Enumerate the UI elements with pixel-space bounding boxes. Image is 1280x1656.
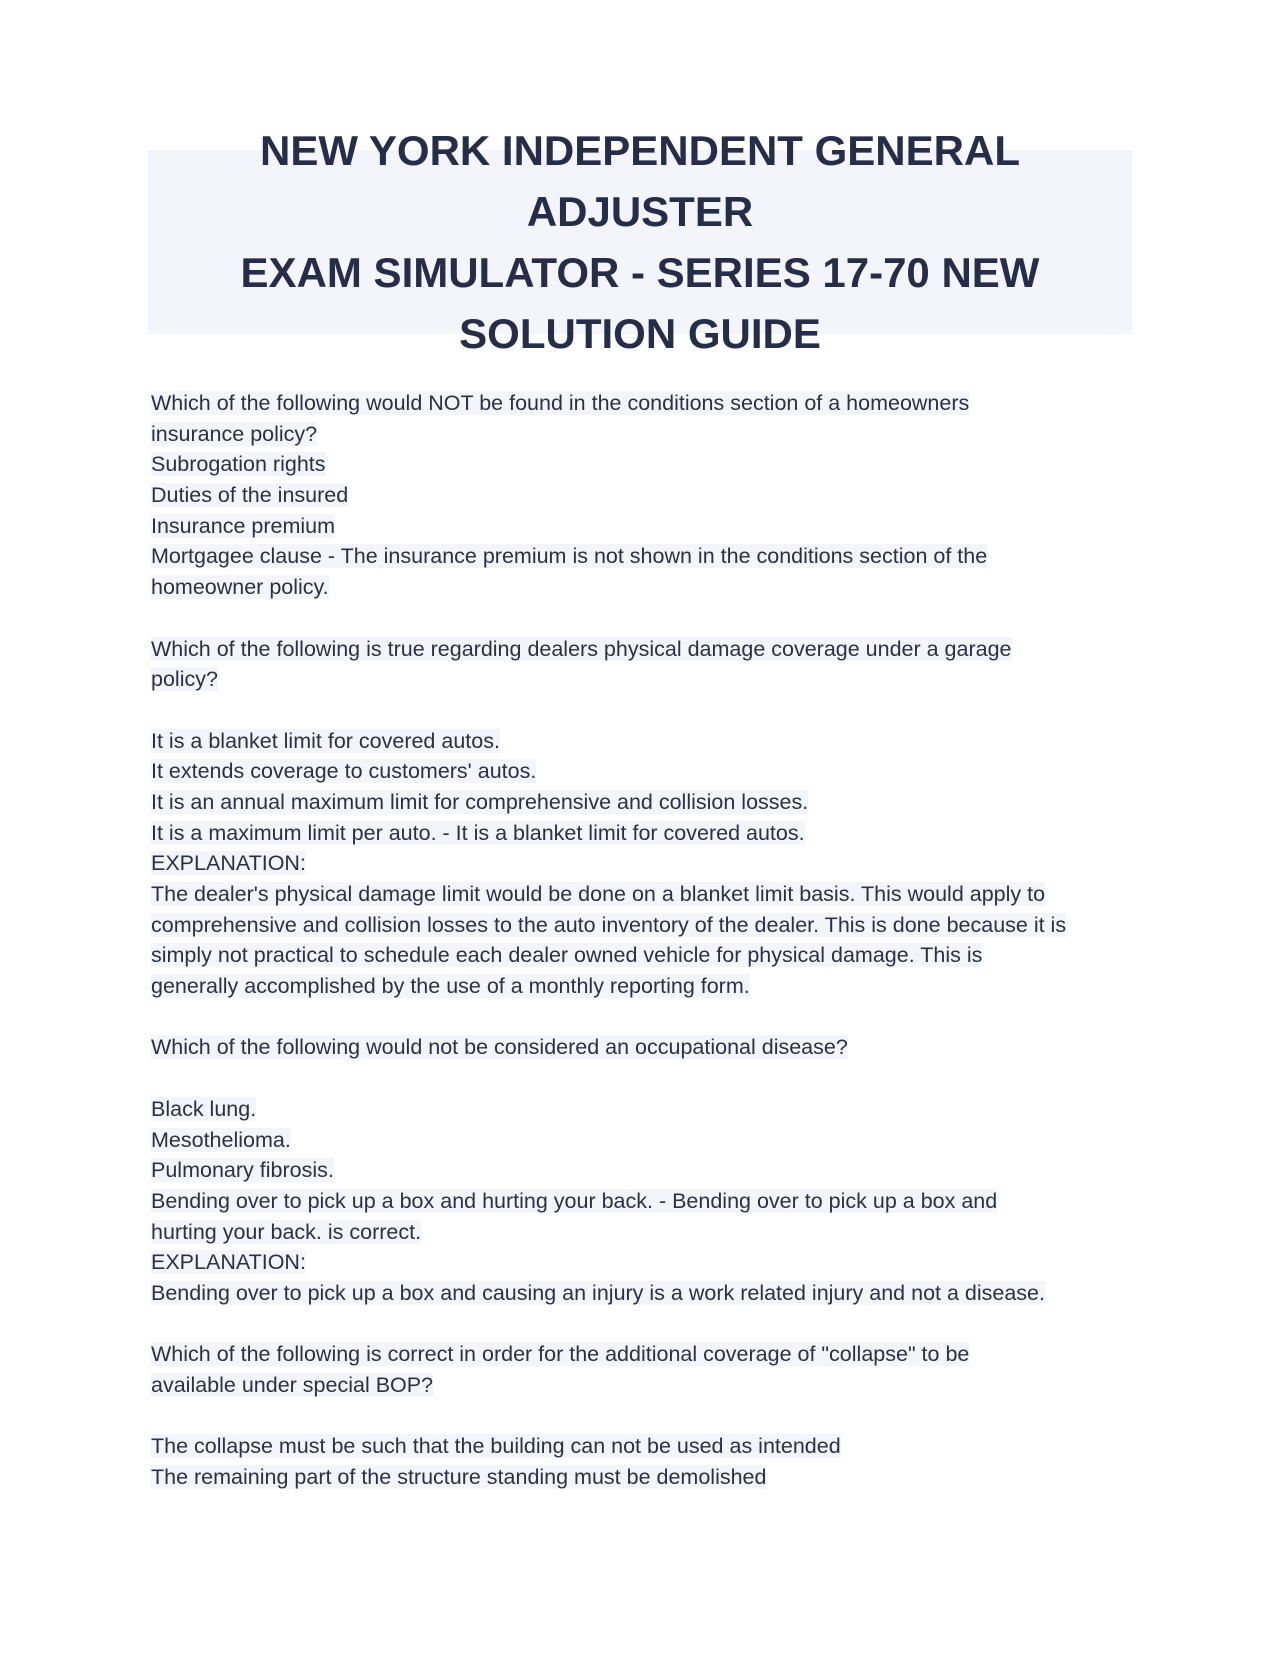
question-block-garage: [151, 634, 1141, 695]
title-line: EXAM SIMULATOR - SERIES 17-70 NEW: [240, 249, 1040, 296]
title-line: NEW YORK INDEPENDENT GENERAL ADJUSTER: [260, 127, 1020, 235]
answer-option: Mesothelioma.: [151, 1127, 291, 1152]
paragraph-gap: [151, 603, 1141, 634]
text-line: [151, 1462, 1141, 1493]
question-text: Which of the following is correct in order for the additional coverage of "collapse" to be: [151, 1342, 970, 1367]
text-line: [151, 1431, 1141, 1462]
answer-option: Insurance premium: [151, 513, 336, 538]
explanation-text: generally accomplished by the use of a monthly reporting form.: [151, 974, 750, 999]
answer-option: Bending over to pick up a box and hurting your back. - Bending over to pick up a box and: [151, 1188, 998, 1213]
question-text: available under special BOP?: [151, 1373, 434, 1397]
text-line: [151, 818, 1141, 849]
answer-block-garage: [151, 726, 1141, 1002]
text-line: [151, 572, 1141, 603]
answer-option: hurting your back. is correct.: [151, 1219, 422, 1244]
answer-option: Subrogation rights: [151, 452, 326, 477]
text-line: [151, 664, 1141, 695]
text-line: [151, 756, 1141, 787]
text-line: [151, 634, 1141, 665]
paragraph-gap: [151, 695, 1141, 726]
text-line: [151, 879, 1141, 910]
text-line: [151, 511, 1141, 542]
explanation-text: comprehensive and collision losses to the auto inventory of the dealer. This is done because it is: [151, 912, 1067, 937]
text-line: [151, 1155, 1141, 1186]
paragraph-gap: [151, 1063, 1141, 1094]
text-line: [151, 541, 1141, 572]
document-title: [148, 120, 1132, 364]
answer-block-occupational: [151, 1094, 1141, 1309]
question-text: Which of the following would not be considered an occupational disease?: [151, 1035, 848, 1060]
question-block-occupational: [151, 1032, 1141, 1063]
explanation-label: EXPLANATION:: [151, 851, 306, 876]
answer-option: The collapse must be such that the building can not be used as intended: [151, 1434, 841, 1459]
text-line: [151, 1125, 1141, 1156]
question-text: policy?: [151, 667, 218, 692]
explanation-text: Bending over to pick up a box and causing an injury is a work related injury and not a disease.: [151, 1280, 1045, 1305]
paragraph-gap: [151, 1002, 1141, 1033]
answer-option: Pulmonary fibrosis.: [151, 1158, 334, 1183]
question-block-homeowners: [151, 388, 1141, 603]
text-line: [151, 726, 1141, 757]
text-line: [151, 1217, 1141, 1248]
text-line: [151, 419, 1141, 450]
text-line: [151, 1186, 1141, 1217]
answer-option: Black lung.: [151, 1096, 257, 1121]
answer-option: homeowner policy.: [151, 575, 329, 600]
text-line: [151, 1278, 1141, 1309]
text-line: [151, 449, 1141, 480]
document-body: [151, 388, 1141, 1493]
question-block-collapse: [151, 1339, 1141, 1400]
answer-option: It is a blanket limit for covered autos.: [151, 728, 500, 753]
text-line: [151, 388, 1141, 419]
answer-option: It is an annual maximum limit for comprehensive and collision losses.: [151, 789, 809, 814]
text-line: [151, 1247, 1141, 1278]
text-line: [151, 1370, 1141, 1401]
text-line: [151, 848, 1141, 879]
text-line: [151, 940, 1141, 971]
text-line: [151, 787, 1141, 818]
text-line: [151, 971, 1141, 1002]
text-line: [151, 1094, 1141, 1125]
answer-block-collapse: [151, 1431, 1141, 1492]
title-line: SOLUTION GUIDE: [459, 310, 821, 357]
question-text: Which of the following would NOT be found in the conditions section of a homeowners: [151, 391, 970, 415]
paragraph-gap: [151, 1401, 1141, 1432]
explanation-text: simply not practical to schedule each dealer owned vehicle for physical damage. This is: [151, 943, 983, 968]
question-text: insurance policy?: [151, 421, 318, 446]
explanation-label: EXPLANATION:: [151, 1250, 306, 1275]
text-line: [151, 910, 1141, 941]
answer-option: Duties of the insured: [151, 483, 349, 508]
question-text: Which of the following is true regarding dealers physical damage coverage under a garage: [151, 636, 1012, 661]
text-line: [151, 1032, 1141, 1063]
text-line: [151, 1339, 1141, 1370]
text-line: [151, 480, 1141, 511]
paragraph-gap: [151, 1309, 1141, 1340]
answer-option: It is a maximum limit per auto. - It is a blanket limit for covered autos.: [151, 820, 805, 845]
answer-option: The remaining part of the structure standing must be demolished: [151, 1465, 767, 1490]
explanation-text: The dealer's physical damage limit would be done on a blanket limit basis. This would apply to: [151, 882, 1046, 906]
answer-option: It extends coverage to customers' autos.: [151, 759, 537, 784]
title-banner: [148, 127, 1132, 357]
answer-option: Mortgagee clause - The insurance premium is not shown in the conditions section of the: [151, 544, 988, 569]
